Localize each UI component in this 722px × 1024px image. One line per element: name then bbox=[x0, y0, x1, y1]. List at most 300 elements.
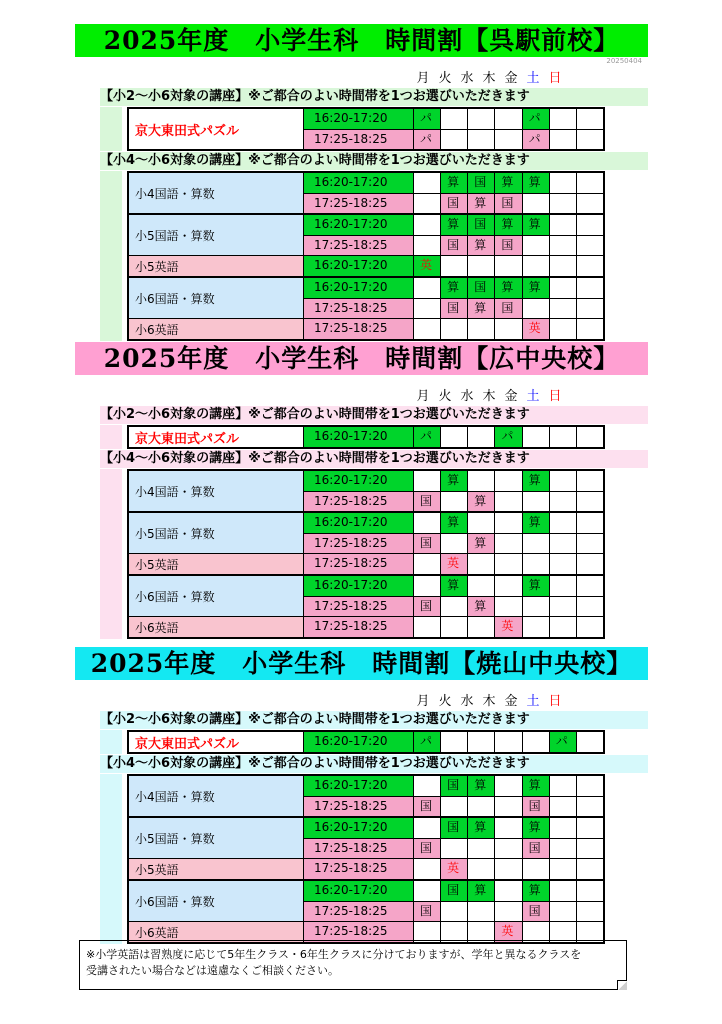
day-cell-6 bbox=[550, 859, 577, 879]
weekday-label: 月 bbox=[416, 694, 430, 709]
timetable-grid bbox=[127, 469, 605, 639]
day-cell-3: 国 bbox=[468, 278, 495, 298]
day-cell-2: 英 bbox=[441, 859, 468, 879]
day-cell-4: 算 bbox=[495, 173, 522, 193]
time-slot-row bbox=[304, 491, 603, 511]
notice-puzzle-course: 【小2～小6対象の講座】※ご都合のよい時間帯を1つお選びいただきます bbox=[100, 88, 648, 106]
day-cell-4: 国 bbox=[495, 299, 522, 318]
day-cell-1 bbox=[414, 554, 441, 574]
day-cell-4 bbox=[495, 554, 522, 574]
weekday-label: 日 bbox=[548, 694, 562, 709]
time-cell: 16:20-17:20 bbox=[304, 576, 414, 596]
time-cell: 16:20-17:20 bbox=[304, 109, 414, 129]
course-group bbox=[129, 574, 603, 616]
day-cell-3 bbox=[468, 109, 495, 129]
day-cell-4 bbox=[495, 881, 522, 901]
day-cell-3 bbox=[468, 617, 495, 637]
notice-main-course: 【小4～小6対象の講座】※ご都合のよい時間帯を1つお選びいただきます bbox=[100, 755, 648, 773]
day-cell-3: 国 bbox=[468, 173, 495, 193]
time-slot-row bbox=[304, 881, 603, 901]
weekday-label: 月 bbox=[416, 389, 430, 404]
course-group bbox=[129, 553, 603, 574]
time-cell: 17:25-18:25 bbox=[304, 797, 414, 816]
weekday-label: 金 bbox=[504, 389, 518, 404]
time-cell: 16:20-17:20 bbox=[304, 776, 414, 796]
day-cell-4 bbox=[495, 797, 522, 816]
day-cell-4 bbox=[495, 492, 522, 511]
day-cell-4 bbox=[495, 256, 522, 276]
time-slot-row bbox=[304, 427, 603, 447]
day-cell-7 bbox=[577, 471, 603, 491]
day-cell-4: 国 bbox=[495, 194, 522, 213]
day-cell-7 bbox=[577, 427, 603, 447]
course-group bbox=[129, 858, 603, 879]
course-name: 小5国語・算数 bbox=[129, 215, 304, 255]
time-cell: 17:25-18:25 bbox=[304, 534, 414, 553]
course-name: 小6国語・算数 bbox=[129, 576, 304, 616]
day-cell-2 bbox=[441, 109, 468, 129]
day-cell-3 bbox=[468, 319, 495, 339]
day-cell-5 bbox=[523, 859, 550, 879]
day-cell-1 bbox=[414, 513, 441, 533]
day-cell-4: 英 bbox=[495, 617, 522, 637]
day-cell-4: 算 bbox=[495, 278, 522, 298]
day-cell-2: 国 bbox=[441, 236, 468, 255]
notice-main-course: 【小4～小6対象の講座】※ご都合のよい時間帯を1つお選びいただきます bbox=[100, 152, 648, 170]
day-cell-1 bbox=[414, 617, 441, 637]
weekday-label: 月 bbox=[416, 71, 430, 86]
timetable-grid bbox=[127, 730, 605, 754]
day-cell-1 bbox=[414, 881, 441, 901]
weekday-label: 日 bbox=[548, 71, 562, 86]
day-cell-1 bbox=[414, 278, 441, 298]
time-cell: 17:25-18:25 bbox=[304, 902, 414, 921]
day-cell-2 bbox=[441, 256, 468, 276]
day-cell-4 bbox=[495, 534, 522, 553]
day-cell-7 bbox=[577, 492, 603, 511]
time-slot-row bbox=[304, 818, 603, 838]
section-color-band bbox=[100, 469, 122, 639]
day-cell-3: 算 bbox=[468, 194, 495, 213]
time-slot-row bbox=[304, 596, 603, 616]
time-slot-row bbox=[304, 922, 603, 942]
day-cell-6 bbox=[550, 617, 577, 637]
day-cell-1: パ bbox=[414, 130, 441, 149]
day-cell-7 bbox=[577, 818, 603, 838]
day-cell-4: 算 bbox=[495, 215, 522, 235]
day-cell-3 bbox=[468, 797, 495, 816]
weekday-label: 土 bbox=[526, 71, 540, 86]
course-name: 小5英語 bbox=[129, 554, 304, 574]
time-cell: 16:20-17:20 bbox=[304, 173, 414, 193]
notice-main-course: 【小4～小6対象の講座】※ご都合のよい時間帯を1つお選びいただきます bbox=[100, 450, 648, 468]
day-cell-6 bbox=[550, 597, 577, 616]
course-name: 小6英語 bbox=[129, 319, 304, 339]
day-cell-2 bbox=[441, 732, 468, 752]
day-cell-3 bbox=[468, 130, 495, 149]
day-cell-3 bbox=[468, 513, 495, 533]
day-cell-3 bbox=[468, 859, 495, 879]
section-title: 2025年度 小学生科 時間割【呉駅前校】 bbox=[75, 24, 648, 57]
course-group bbox=[129, 427, 603, 447]
day-cell-5 bbox=[523, 236, 550, 255]
course-group bbox=[129, 816, 603, 858]
weekday-label: 火 bbox=[438, 694, 452, 709]
timetable-grid bbox=[127, 171, 605, 341]
day-cell-7 bbox=[577, 881, 603, 901]
day-cell-2: 算 bbox=[441, 471, 468, 491]
day-cell-3 bbox=[468, 256, 495, 276]
time-cell: 16:20-17:20 bbox=[304, 818, 414, 838]
day-cell-6 bbox=[550, 299, 577, 318]
time-slot-row bbox=[304, 193, 603, 213]
day-cell-6 bbox=[550, 471, 577, 491]
time-slot-row bbox=[304, 513, 603, 533]
day-cell-6 bbox=[550, 256, 577, 276]
day-cell-6 bbox=[550, 427, 577, 447]
time-cell: 17:25-18:25 bbox=[304, 617, 414, 637]
time-slot-row bbox=[304, 576, 603, 596]
time-cell: 16:20-17:20 bbox=[304, 256, 414, 276]
weekday-label: 木 bbox=[482, 71, 496, 86]
section-color-band bbox=[100, 774, 122, 944]
day-cell-6 bbox=[550, 576, 577, 596]
day-cell-4 bbox=[495, 513, 522, 533]
day-cell-1 bbox=[414, 194, 441, 213]
day-cell-4 bbox=[495, 109, 522, 129]
day-cell-2 bbox=[441, 597, 468, 616]
day-cell-7 bbox=[577, 902, 603, 921]
course-group bbox=[129, 255, 603, 276]
day-cell-4 bbox=[495, 902, 522, 921]
day-cell-7 bbox=[577, 215, 603, 235]
course-group bbox=[129, 921, 603, 942]
day-cell-2 bbox=[441, 839, 468, 858]
day-cell-1: 国 bbox=[414, 839, 441, 858]
day-cell-2 bbox=[441, 130, 468, 149]
weekday-label: 木 bbox=[482, 694, 496, 709]
day-cell-6 bbox=[550, 173, 577, 193]
day-cell-7 bbox=[577, 319, 603, 339]
course-group bbox=[129, 213, 603, 255]
day-cell-1 bbox=[414, 471, 441, 491]
time-slot-row bbox=[304, 278, 603, 298]
day-cell-1 bbox=[414, 215, 441, 235]
time-cell: 17:25-18:25 bbox=[304, 554, 414, 574]
course-name: 小4国語・算数 bbox=[129, 471, 304, 511]
day-cell-3 bbox=[468, 922, 495, 942]
day-cell-6 bbox=[550, 554, 577, 574]
school-section bbox=[0, 647, 722, 952]
day-cell-6 bbox=[550, 278, 577, 298]
day-cell-4 bbox=[495, 776, 522, 796]
day-cell-3 bbox=[468, 471, 495, 491]
day-cell-5: パ bbox=[523, 109, 550, 129]
day-cell-6 bbox=[550, 194, 577, 213]
course-group bbox=[129, 732, 603, 752]
day-cell-6 bbox=[550, 797, 577, 816]
page-fold-corner bbox=[617, 980, 627, 990]
day-cell-3: 算 bbox=[468, 299, 495, 318]
course-group bbox=[129, 173, 603, 213]
course-name: 小4国語・算数 bbox=[129, 776, 304, 816]
day-cell-5 bbox=[523, 534, 550, 553]
course-group bbox=[129, 616, 603, 637]
day-cell-5: 算 bbox=[523, 471, 550, 491]
weekday-label: 火 bbox=[438, 71, 452, 86]
weekday-label: 水 bbox=[460, 694, 474, 709]
weekday-label: 日 bbox=[548, 389, 562, 404]
day-cell-3: 算 bbox=[468, 534, 495, 553]
day-cell-2: 英 bbox=[441, 554, 468, 574]
course-group bbox=[129, 318, 603, 339]
course-group bbox=[129, 471, 603, 511]
day-cell-5: 算 bbox=[523, 576, 550, 596]
day-cell-5: 算 bbox=[523, 173, 550, 193]
time-slot-row bbox=[304, 319, 603, 339]
day-cell-7 bbox=[577, 617, 603, 637]
day-cell-1: パ bbox=[414, 427, 441, 447]
day-cell-4 bbox=[495, 597, 522, 616]
day-cell-3: 算 bbox=[468, 881, 495, 901]
day-cell-4: パ bbox=[495, 427, 522, 447]
day-cell-3 bbox=[468, 902, 495, 921]
day-cell-2: 国 bbox=[441, 776, 468, 796]
section-color-band bbox=[100, 171, 122, 341]
day-cell-5: 算 bbox=[523, 513, 550, 533]
day-cell-2 bbox=[441, 797, 468, 816]
day-cell-5: 算 bbox=[523, 776, 550, 796]
day-cell-6 bbox=[550, 215, 577, 235]
time-cell: 17:25-18:25 bbox=[304, 236, 414, 255]
day-cell-6 bbox=[550, 818, 577, 838]
day-cell-6 bbox=[550, 513, 577, 533]
day-cell-1: パ bbox=[414, 109, 441, 129]
day-cell-6 bbox=[550, 319, 577, 339]
footnote-box bbox=[79, 940, 627, 990]
day-cell-7 bbox=[577, 194, 603, 213]
day-cell-4: 国 bbox=[495, 236, 522, 255]
course-name: 小4国語・算数 bbox=[129, 173, 304, 213]
time-cell: 16:20-17:20 bbox=[304, 215, 414, 235]
day-cell-5: 算 bbox=[523, 881, 550, 901]
day-cell-7 bbox=[577, 130, 603, 149]
footnote-line-1: ※小学英語は習熟度に応じて5年生クラス・6年生クラスに分けておりますが、学年と異なるクラスを bbox=[86, 948, 582, 961]
day-cell-7 bbox=[577, 776, 603, 796]
day-cell-1: 国 bbox=[414, 492, 441, 511]
day-cell-5: 国 bbox=[523, 902, 550, 921]
section-title: 2025年度 小学生科 時間割【広中央校】 bbox=[75, 342, 648, 375]
course-group bbox=[129, 276, 603, 318]
timetable-grid bbox=[127, 774, 605, 944]
weekday-label: 水 bbox=[460, 389, 474, 404]
footnote-line-2: 受講されたい場合などは遠慮なくご相談ください。 bbox=[86, 964, 339, 977]
day-cell-1 bbox=[414, 922, 441, 942]
day-cell-5: 算 bbox=[523, 278, 550, 298]
day-cell-6 bbox=[550, 881, 577, 901]
time-slot-row bbox=[304, 533, 603, 553]
section-title: 2025年度 小学生科 時間割【焼山中央校】 bbox=[75, 647, 648, 680]
day-cell-2: 算 bbox=[441, 576, 468, 596]
weekday-label: 金 bbox=[504, 694, 518, 709]
day-cell-3: 算 bbox=[468, 597, 495, 616]
day-cell-5 bbox=[523, 597, 550, 616]
time-slot-row bbox=[304, 215, 603, 235]
day-cell-7 bbox=[577, 576, 603, 596]
course-name: 小6国語・算数 bbox=[129, 881, 304, 921]
day-cell-1 bbox=[414, 173, 441, 193]
day-cell-7 bbox=[577, 922, 603, 942]
day-cell-4 bbox=[495, 859, 522, 879]
time-cell: 16:20-17:20 bbox=[304, 732, 414, 752]
day-cell-4: 英 bbox=[495, 922, 522, 942]
day-cell-6 bbox=[550, 776, 577, 796]
day-cell-5 bbox=[523, 194, 550, 213]
time-cell: 17:25-18:25 bbox=[304, 859, 414, 879]
day-cell-1 bbox=[414, 319, 441, 339]
day-cell-2 bbox=[441, 492, 468, 511]
weekday-label: 火 bbox=[438, 389, 452, 404]
time-slot-row bbox=[304, 129, 603, 149]
weekday-label: 水 bbox=[460, 71, 474, 86]
time-cell: 16:20-17:20 bbox=[304, 278, 414, 298]
day-cell-1 bbox=[414, 576, 441, 596]
day-cell-2: 国 bbox=[441, 194, 468, 213]
day-cell-2: 国 bbox=[441, 881, 468, 901]
day-cell-3: 算 bbox=[468, 776, 495, 796]
time-slot-row bbox=[304, 235, 603, 255]
day-cell-3 bbox=[468, 576, 495, 596]
time-slot-row bbox=[304, 859, 603, 879]
day-cell-7 bbox=[577, 299, 603, 318]
course-name: 小6国語・算数 bbox=[129, 278, 304, 318]
day-cell-2 bbox=[441, 922, 468, 942]
course-name: 京大東田式パズル bbox=[129, 109, 304, 149]
time-cell: 16:20-17:20 bbox=[304, 427, 414, 447]
day-cell-7 bbox=[577, 256, 603, 276]
day-cell-1 bbox=[414, 299, 441, 318]
day-cell-5 bbox=[523, 299, 550, 318]
day-cell-3: 算 bbox=[468, 236, 495, 255]
course-name: 京大東田式パズル bbox=[129, 427, 304, 447]
day-cell-6 bbox=[550, 534, 577, 553]
course-group bbox=[129, 776, 603, 816]
time-cell: 17:25-18:25 bbox=[304, 492, 414, 511]
time-slot-row bbox=[304, 173, 603, 193]
day-cell-1 bbox=[414, 236, 441, 255]
time-slot-row bbox=[304, 109, 603, 129]
day-cell-3 bbox=[468, 427, 495, 447]
day-cell-7 bbox=[577, 513, 603, 533]
day-cell-7 bbox=[577, 173, 603, 193]
day-cell-7 bbox=[577, 554, 603, 574]
day-cell-6 bbox=[550, 922, 577, 942]
day-cell-5 bbox=[523, 554, 550, 574]
day-cell-4 bbox=[495, 130, 522, 149]
course-name: 小5国語・算数 bbox=[129, 818, 304, 858]
time-cell: 17:25-18:25 bbox=[304, 839, 414, 858]
section-color-band bbox=[100, 107, 122, 151]
day-cell-5: 国 bbox=[523, 839, 550, 858]
day-cell-4 bbox=[495, 732, 522, 752]
day-cell-5: 算 bbox=[523, 818, 550, 838]
time-cell: 16:20-17:20 bbox=[304, 881, 414, 901]
time-cell: 16:20-17:20 bbox=[304, 471, 414, 491]
document-code: 20250404 bbox=[606, 57, 642, 65]
day-cell-2 bbox=[441, 427, 468, 447]
day-cell-2 bbox=[441, 902, 468, 921]
weekday-label: 土 bbox=[526, 389, 540, 404]
day-cell-5 bbox=[523, 922, 550, 942]
day-cell-4 bbox=[495, 839, 522, 858]
school-section bbox=[0, 342, 722, 647]
day-cell-7 bbox=[577, 109, 603, 129]
day-cell-1 bbox=[414, 859, 441, 879]
weekday-label: 金 bbox=[504, 71, 518, 86]
day-cell-7 bbox=[577, 839, 603, 858]
day-cell-5: 国 bbox=[523, 797, 550, 816]
day-cell-2: 算 bbox=[441, 173, 468, 193]
day-cell-7 bbox=[577, 797, 603, 816]
time-cell: 17:25-18:25 bbox=[304, 922, 414, 942]
day-cell-3: 算 bbox=[468, 818, 495, 838]
time-slot-row bbox=[304, 256, 603, 276]
section-color-band bbox=[100, 425, 122, 449]
day-cell-1: 国 bbox=[414, 797, 441, 816]
day-cell-7 bbox=[577, 278, 603, 298]
day-cell-6 bbox=[550, 236, 577, 255]
day-cell-2: 算 bbox=[441, 278, 468, 298]
time-slot-row bbox=[304, 298, 603, 318]
day-cell-2: 算 bbox=[441, 513, 468, 533]
day-cell-3 bbox=[468, 554, 495, 574]
day-cell-4 bbox=[495, 471, 522, 491]
course-name: 小6英語 bbox=[129, 617, 304, 637]
day-cell-5 bbox=[523, 732, 550, 752]
day-cell-7 bbox=[577, 859, 603, 879]
notice-puzzle-course: 【小2～小6対象の講座】※ご都合のよい時間帯を1つお選びいただきます bbox=[100, 711, 648, 729]
time-cell: 17:25-18:25 bbox=[304, 597, 414, 616]
time-slot-row bbox=[304, 732, 603, 752]
day-cell-6 bbox=[550, 492, 577, 511]
day-cell-6 bbox=[550, 109, 577, 129]
day-cell-5 bbox=[523, 427, 550, 447]
day-cell-3 bbox=[468, 839, 495, 858]
time-slot-row bbox=[304, 471, 603, 491]
course-name: 小6英語 bbox=[129, 922, 304, 942]
day-cell-7 bbox=[577, 236, 603, 255]
day-cell-6 bbox=[550, 839, 577, 858]
day-cell-6 bbox=[550, 902, 577, 921]
time-cell: 17:25-18:25 bbox=[304, 130, 414, 149]
day-cell-2 bbox=[441, 617, 468, 637]
day-cell-5: 算 bbox=[523, 215, 550, 235]
day-cell-1: 国 bbox=[414, 534, 441, 553]
day-cell-1 bbox=[414, 776, 441, 796]
course-name: 小5英語 bbox=[129, 256, 304, 276]
time-cell: 17:25-18:25 bbox=[304, 194, 414, 213]
day-cell-1: パ bbox=[414, 732, 441, 752]
day-cell-5 bbox=[523, 617, 550, 637]
day-cell-2 bbox=[441, 534, 468, 553]
time-slot-row bbox=[304, 776, 603, 796]
day-cell-2 bbox=[441, 319, 468, 339]
timetable-grid bbox=[127, 425, 605, 449]
timetable-grid bbox=[127, 107, 605, 151]
day-cell-2: 国 bbox=[441, 299, 468, 318]
school-section bbox=[0, 24, 722, 337]
day-cell-7 bbox=[577, 534, 603, 553]
